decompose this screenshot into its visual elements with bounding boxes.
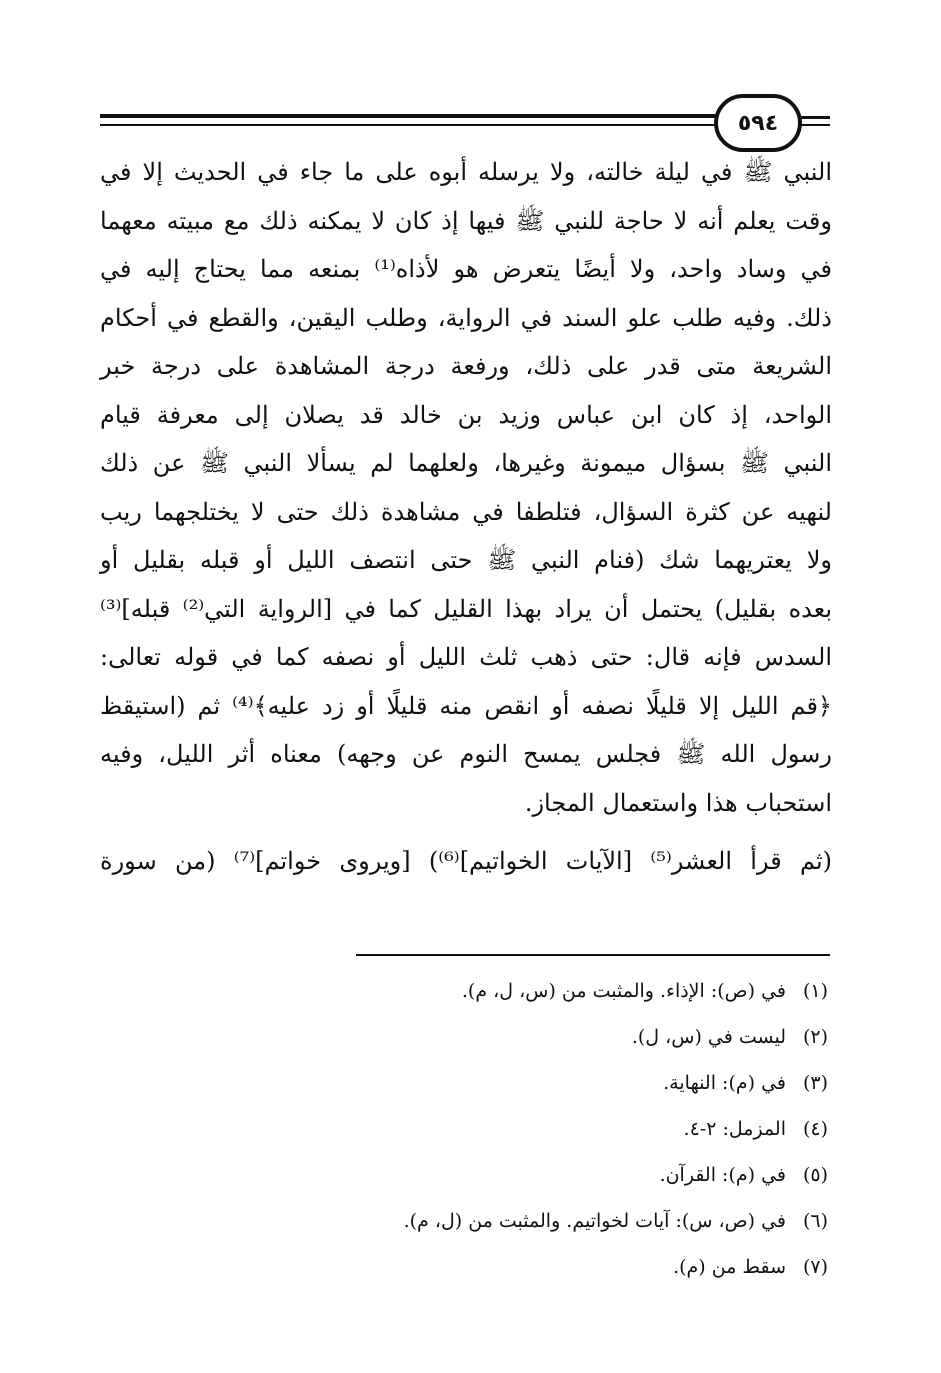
text-line: الشريعة متى قدر على ذلك، ورفعة درجة المشاهدة على درجة خبر [100, 352, 832, 380]
footnote-text: ليست في (س، ل). [631, 1026, 786, 1048]
footnote-text: في (م): النهاية. [663, 1072, 786, 1094]
footnotes [300, 968, 828, 1290]
text-line: (ثم قرأ العشر⁽⁵⁾ [الآيات الخواتيم]⁽⁶⁾) [ويروى خواتم]⁽⁷⁾ (من سورة [100, 847, 832, 875]
text-line: ﴿قم الليل إلا قليلًا نصفه أو انقص منه قليلًا أو زد عليه﴾⁽⁴⁾ ثم (استيقظ [100, 691, 832, 720]
footnote [300, 1060, 828, 1106]
page-number-badge [714, 94, 802, 152]
text-line: بعده بقليل) يحتمل أن يراد بهذا القليل كما في [الرواية التي⁽²⁾ قبله]⁽³⁾ [100, 594, 832, 623]
body-text [100, 148, 832, 886]
footnote-number: (٦) [802, 1210, 828, 1232]
text-line: ولا يعتريهما شك (فنام النبي ﷺ حتى انتصف الليل أو قبله بقليل أو [100, 546, 832, 574]
footnote-text: في (ص، س): آيات لخواتيم. والمثبت من (ل، م). [403, 1210, 786, 1232]
header-rule [100, 114, 740, 118]
footnote-number: (٣) [802, 1072, 828, 1094]
text-line: الواحد، إذ كان ابن عباس وزيد بن خالد قد يصلان إلى معرفة قيام [100, 400, 832, 429]
text-line: في وساد واحد، ولا أيضًا يتعرض هو لأذاه⁽¹⁾ بمنعه مما يحتاج إليه في [100, 255, 832, 283]
footnote-text: في (ص): الإذاء. والمثبت من (س، ل، م). [461, 980, 786, 1002]
footnote-number: (٢) [802, 1026, 828, 1048]
footnote-number: (٤) [802, 1118, 828, 1140]
footnote-number: (٥) [802, 1164, 828, 1186]
text-line: النبي ﷺ بسؤال ميمونة وغيرها، ولعلهما لم يسألا النبي ﷺ عن ذلك [100, 449, 832, 477]
footnote [300, 1244, 828, 1290]
footnote [300, 1152, 828, 1198]
footnote-number: (٧) [802, 1256, 828, 1278]
text-line: رسول الله ﷺ فجلس يمسح النوم عن وجهه) معناه أثر الليل، وفيه [100, 740, 833, 768]
text-line: لنهيه عن كثرة السؤال، فتلطفا في مشاهدة ذلك حتى لا يختلجهما ريب [100, 497, 832, 526]
text-line: السدس فإنه قال: حتى ذهب ثلث الليل أو نصفه كما في قوله تعالى: [100, 643, 832, 671]
footnote-text: المزمل: ٢-٤. [683, 1118, 786, 1140]
text-line: استحباب هذا واستعمال المجاز. [524, 788, 832, 817]
footnote [300, 1198, 828, 1244]
text-line: النبي ﷺ في ليلة خالته، ولا يرسله أبوه على ما جاء في الحديث إلا في [100, 158, 832, 186]
page-header [100, 92, 830, 148]
header-rule [100, 124, 740, 126]
footnote [300, 968, 828, 1014]
footnote [300, 1014, 828, 1060]
text-line: وقت يعلم أنه لا حاجة للنبي ﷺ فيها إذ كان لا يمكنه ذلك مع مبيته معهما [100, 206, 832, 235]
footnote-divider [356, 954, 830, 956]
footnote-number: (١) [802, 980, 828, 1002]
footnote-text: سقط من (م). [673, 1256, 786, 1278]
page-number: ٥٩٤ [737, 110, 779, 136]
text-line: ذلك. وفيه طلب علو السند في الرواية، وطلب اليقين، والقطع في أحكام [100, 303, 832, 332]
footnote [300, 1106, 828, 1152]
footnote-text: في (م): القرآن. [659, 1164, 786, 1186]
